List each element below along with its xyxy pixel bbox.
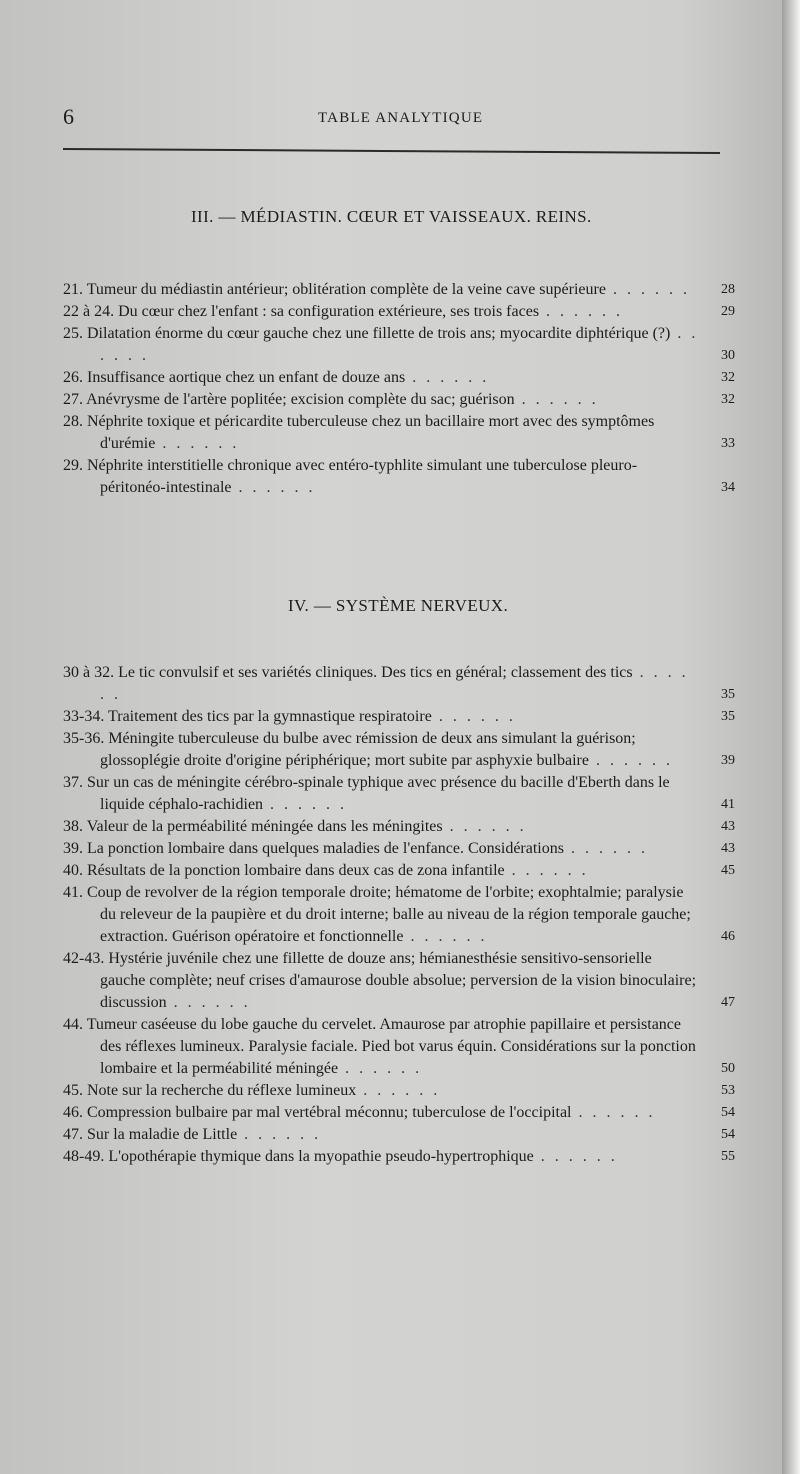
dot-leader: . . . . . . [533, 1148, 618, 1165]
page-number: 6 [63, 104, 74, 129]
entry-title: Sur la maladie de Little [83, 1126, 238, 1143]
entry-page-number: 47 [721, 995, 735, 1010]
toc-entry [63, 1146, 735, 1168]
dot-leader: . . . . . . [263, 796, 348, 813]
entry-title: Résultats de la ponction lombaire dans deux cas de zona infantile [83, 862, 505, 879]
entry-title: Méningite tuberculeuse du bulbe avec rémission de deux ans simulant la guérison; glossoplégie droite d'origine périphérique; mort subite par asphyxie bulbaire [100, 730, 636, 769]
entry-title: Néphrite interstitielle chronique avec entéro-typhlite simulant une tuberculose pleuro-péritonéo-intestinale [83, 457, 638, 496]
dot-leader: . . . . . . [356, 1082, 441, 1099]
toc-entry [63, 838, 735, 860]
entry-title: Note sur la recherche du réflexe lumineux [83, 1082, 357, 1099]
entry-page-number: 43 [721, 841, 735, 856]
dot-leader: . . . . . . [539, 303, 624, 320]
entry-title: L'opothérapie thymique dans la myopathie pseudo-hypertrophique [104, 1148, 534, 1165]
entry-title: Tumeur caséeuse du lobe gauche du cervelet. Amaurose par atrophie papillaire et persistance des réflexes lumineux. Paralysie faciale. Pied bot varus équin. Considérations sur la ponction lombaire et la perméabilité méningée [83, 1016, 696, 1077]
header-rule [63, 148, 720, 154]
entry-title: Anévrysme de l'artère poplitée; excision complète du sac; guérison [83, 391, 515, 408]
entry-page-number: 43 [721, 819, 735, 834]
toc-entry [63, 1080, 735, 1102]
entry-title: La ponction lombaire dans quelques maladies de l'enfance. Considérations [83, 840, 564, 857]
entry-number: 28. [63, 413, 83, 430]
toc-entry [63, 860, 735, 882]
dot-leader: . . . . . . [571, 1104, 656, 1121]
toc-entry [63, 279, 735, 301]
entry-number: 48-49. [63, 1148, 105, 1165]
dot-leader: . . . . . . [431, 708, 516, 725]
entry-title: Le tic convulsif et ses variétés cliniques. Des tics en général; classement des tics [114, 664, 633, 681]
dot-leader: . . . . . . [588, 752, 673, 769]
entry-title: Dilatation énorme du cœur gauche chez une fillette de trois ans; myocardite diphtérique (?) [83, 325, 671, 342]
dot-leader: . . . . . . [100, 325, 699, 364]
dot-leader: . . . . . . [405, 369, 490, 386]
entry-number: 27. [63, 391, 83, 408]
toc-entry [63, 662, 735, 706]
entry-number: 39. [63, 840, 83, 857]
entry-page-number: 50 [721, 1061, 735, 1076]
entry-number: 22 à 24. [63, 303, 115, 320]
entry-number: 42-43. [63, 950, 105, 967]
toc-entry [63, 389, 735, 411]
toc-entry [63, 948, 735, 1014]
entry-title: Compression bulbaire par mal vertébral méconnu; tuberculose de l'occipital [83, 1104, 572, 1121]
dot-leader: . . . . . . [563, 840, 648, 857]
entry-page-number: 41 [721, 797, 735, 812]
toc-entry [63, 772, 735, 816]
entry-title: Sur un cas de méningite cérébro-spinale typhique avec présence du bacille d'Eberth dans le liquide céphalo-rachidien [83, 774, 670, 813]
entry-page-number: 39 [721, 753, 735, 768]
entry-number: 45. [63, 1082, 83, 1099]
toc-entry [63, 301, 735, 323]
dot-leader: . . . . . . [338, 1060, 423, 1077]
toc-entry [63, 1124, 735, 1146]
entry-number: 30 à 32. [63, 664, 115, 681]
entry-title: Coup de revolver de la région temporale droite; hématome de l'orbite; exophtalmie; paralysie du releveur de la paupière et du droit interne; balle au niveau de la région temporale gauche; extraction. Guérison opératoire et fonctionnelle [83, 884, 691, 945]
toc-entry [63, 411, 735, 455]
entry-page-number: 32 [721, 370, 735, 385]
entry-page-number: 32 [721, 392, 735, 407]
entry-title: Valeur de la perméabilité méningée dans les méningites [83, 818, 443, 835]
entry-title: Insuffisance aortique chez un enfant de douze ans [83, 369, 406, 386]
dot-leader: . . . . . . [403, 928, 488, 945]
dot-leader: . . . . . . [237, 1126, 322, 1143]
dot-leader: . . . . . . [605, 281, 690, 298]
entry-page-number: 28 [721, 282, 735, 297]
entry-title: Du cœur chez l'enfant : sa configuration extérieure, ses trois faces [114, 303, 540, 320]
section-iii-entries [63, 279, 735, 499]
toc-entry [63, 728, 735, 772]
entry-page-number: 33 [721, 436, 735, 451]
entry-page-number: 35 [721, 709, 735, 724]
dot-leader: . . . . . . [155, 435, 240, 452]
entry-number: 21. [63, 281, 83, 298]
dot-leader: . . . . . . [166, 994, 251, 1011]
toc-entry [63, 816, 735, 838]
entry-page-number: 34 [721, 480, 735, 495]
entry-page-number: 29 [721, 304, 735, 319]
dot-leader: . . . . . . [100, 664, 689, 703]
toc-entry [63, 882, 735, 948]
entry-page-number: 35 [721, 687, 735, 702]
toc-entry [63, 706, 735, 728]
dot-leader: . . . . . . [514, 391, 599, 408]
entry-number: 26. [63, 369, 83, 386]
entry-number: 29. [63, 457, 83, 474]
entry-number: 33-34. [63, 708, 105, 725]
toc-entry [63, 1014, 735, 1080]
entry-number: 38. [63, 818, 83, 835]
dot-leader: . . . . . . [231, 479, 316, 496]
entry-title: Traitement des tics par la gymnastique respiratoire [104, 708, 432, 725]
entry-title: Hystérie juvénile chez une fillette de douze ans; hémianesthésie sensitivo-sensorielle gauche complète; neuf crises d'amaurose double absolue; perversion de la vision binoculaire; discussion [100, 950, 697, 1011]
entry-page-number: 54 [721, 1105, 735, 1120]
dot-leader: . . . . . . [504, 862, 589, 879]
entry-title: Tumeur du médiastin antérieur; oblitération complète de la veine cave supérieure [83, 281, 606, 298]
entry-page-number: 30 [721, 348, 735, 363]
entry-title: Néphrite toxique et péricardite tuberculeuse chez un bacillaire mort avec des symptômes d'urémie [83, 413, 655, 452]
section-title-iii: III. — MÉDIASTIN. CŒUR ET VAISSEAUX. REINS. [191, 207, 592, 226]
section-title-iv: IV. — SYSTÈME NERVEUX. [288, 596, 509, 615]
toc-entry [63, 323, 735, 367]
section-iv-entries [63, 662, 735, 1168]
entry-number: 46. [63, 1104, 83, 1121]
entry-number: 25. [63, 325, 83, 342]
running-head: TABLE ANALYTIQUE [318, 110, 484, 126]
entry-page-number: 45 [721, 863, 735, 878]
entry-page-number: 53 [721, 1083, 735, 1098]
dot-leader: . . . . . . [442, 818, 527, 835]
entry-number: 35-36. [63, 730, 105, 747]
toc-entry [63, 455, 735, 499]
entry-number: 44. [63, 1016, 83, 1033]
entry-number: 47. [63, 1126, 83, 1143]
toc-entry [63, 1102, 735, 1124]
entry-number: 40. [63, 862, 83, 879]
entry-number: 37. [63, 774, 83, 791]
entry-number: 41. [63, 884, 83, 901]
entry-page-number: 46 [721, 929, 735, 944]
toc-entry [63, 367, 735, 389]
entry-page-number: 55 [721, 1149, 735, 1164]
entry-page-number: 54 [721, 1127, 735, 1142]
